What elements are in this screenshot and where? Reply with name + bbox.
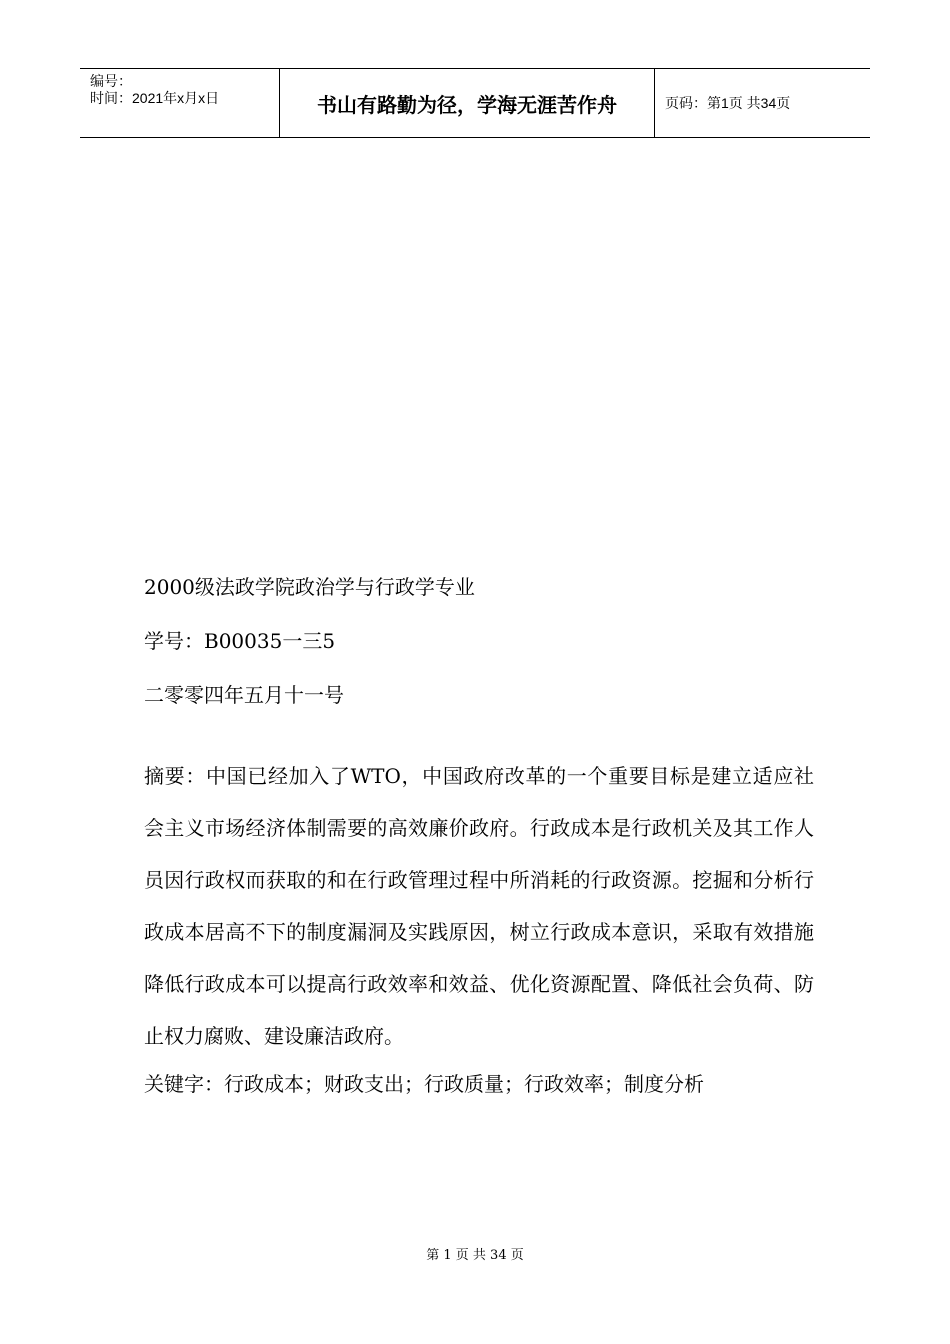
page-header [80, 68, 870, 138]
header-page-cell [655, 69, 870, 137]
serial-number-label: 编号： [90, 73, 132, 89]
keywords-line: 关键字：行政成本；财政支出；行政质量；行政效率；制度分析 [144, 1072, 704, 1096]
document-body [144, 560, 814, 1106]
abstract-paragraph: 摘要：中国已经加入了WTO，中国政府改革的一个重要目标是建立适应社会主义市场经济体制需要的高效廉价政府。行政成本是行政机关及其工作人员因行政权而获取的和在行政管理过程中所消耗的行政资源。挖掘和分析行政成本居高不下的制度漏洞及实践原因，树立行政成本意识，采取有效措施降低行政成本可以提高行政效率和效益、优化资源配置、降低社会负荷、防止权力腐败、建设廉洁政府。 [144, 764, 814, 1048]
header-motto: 书山有路勤为径，学海无涯苦作舟 [317, 94, 617, 117]
header-motto-cell [280, 69, 655, 137]
student-id-line: 学号：B00035一三5 [144, 629, 336, 653]
time-label: 时间：2021年x月x日 [90, 90, 220, 106]
header-page-info: 页码：第1页 共34页 [665, 95, 791, 111]
page-footer [0, 1244, 950, 1263]
major-line: 2000级法政学院政治学与行政学专业 [144, 575, 475, 599]
header-meta-cell [80, 69, 280, 137]
date-line: 二零零四年五月十一号 [144, 683, 344, 707]
footer-page-number: 第 1 页 共 34 页 [426, 1248, 524, 1263]
